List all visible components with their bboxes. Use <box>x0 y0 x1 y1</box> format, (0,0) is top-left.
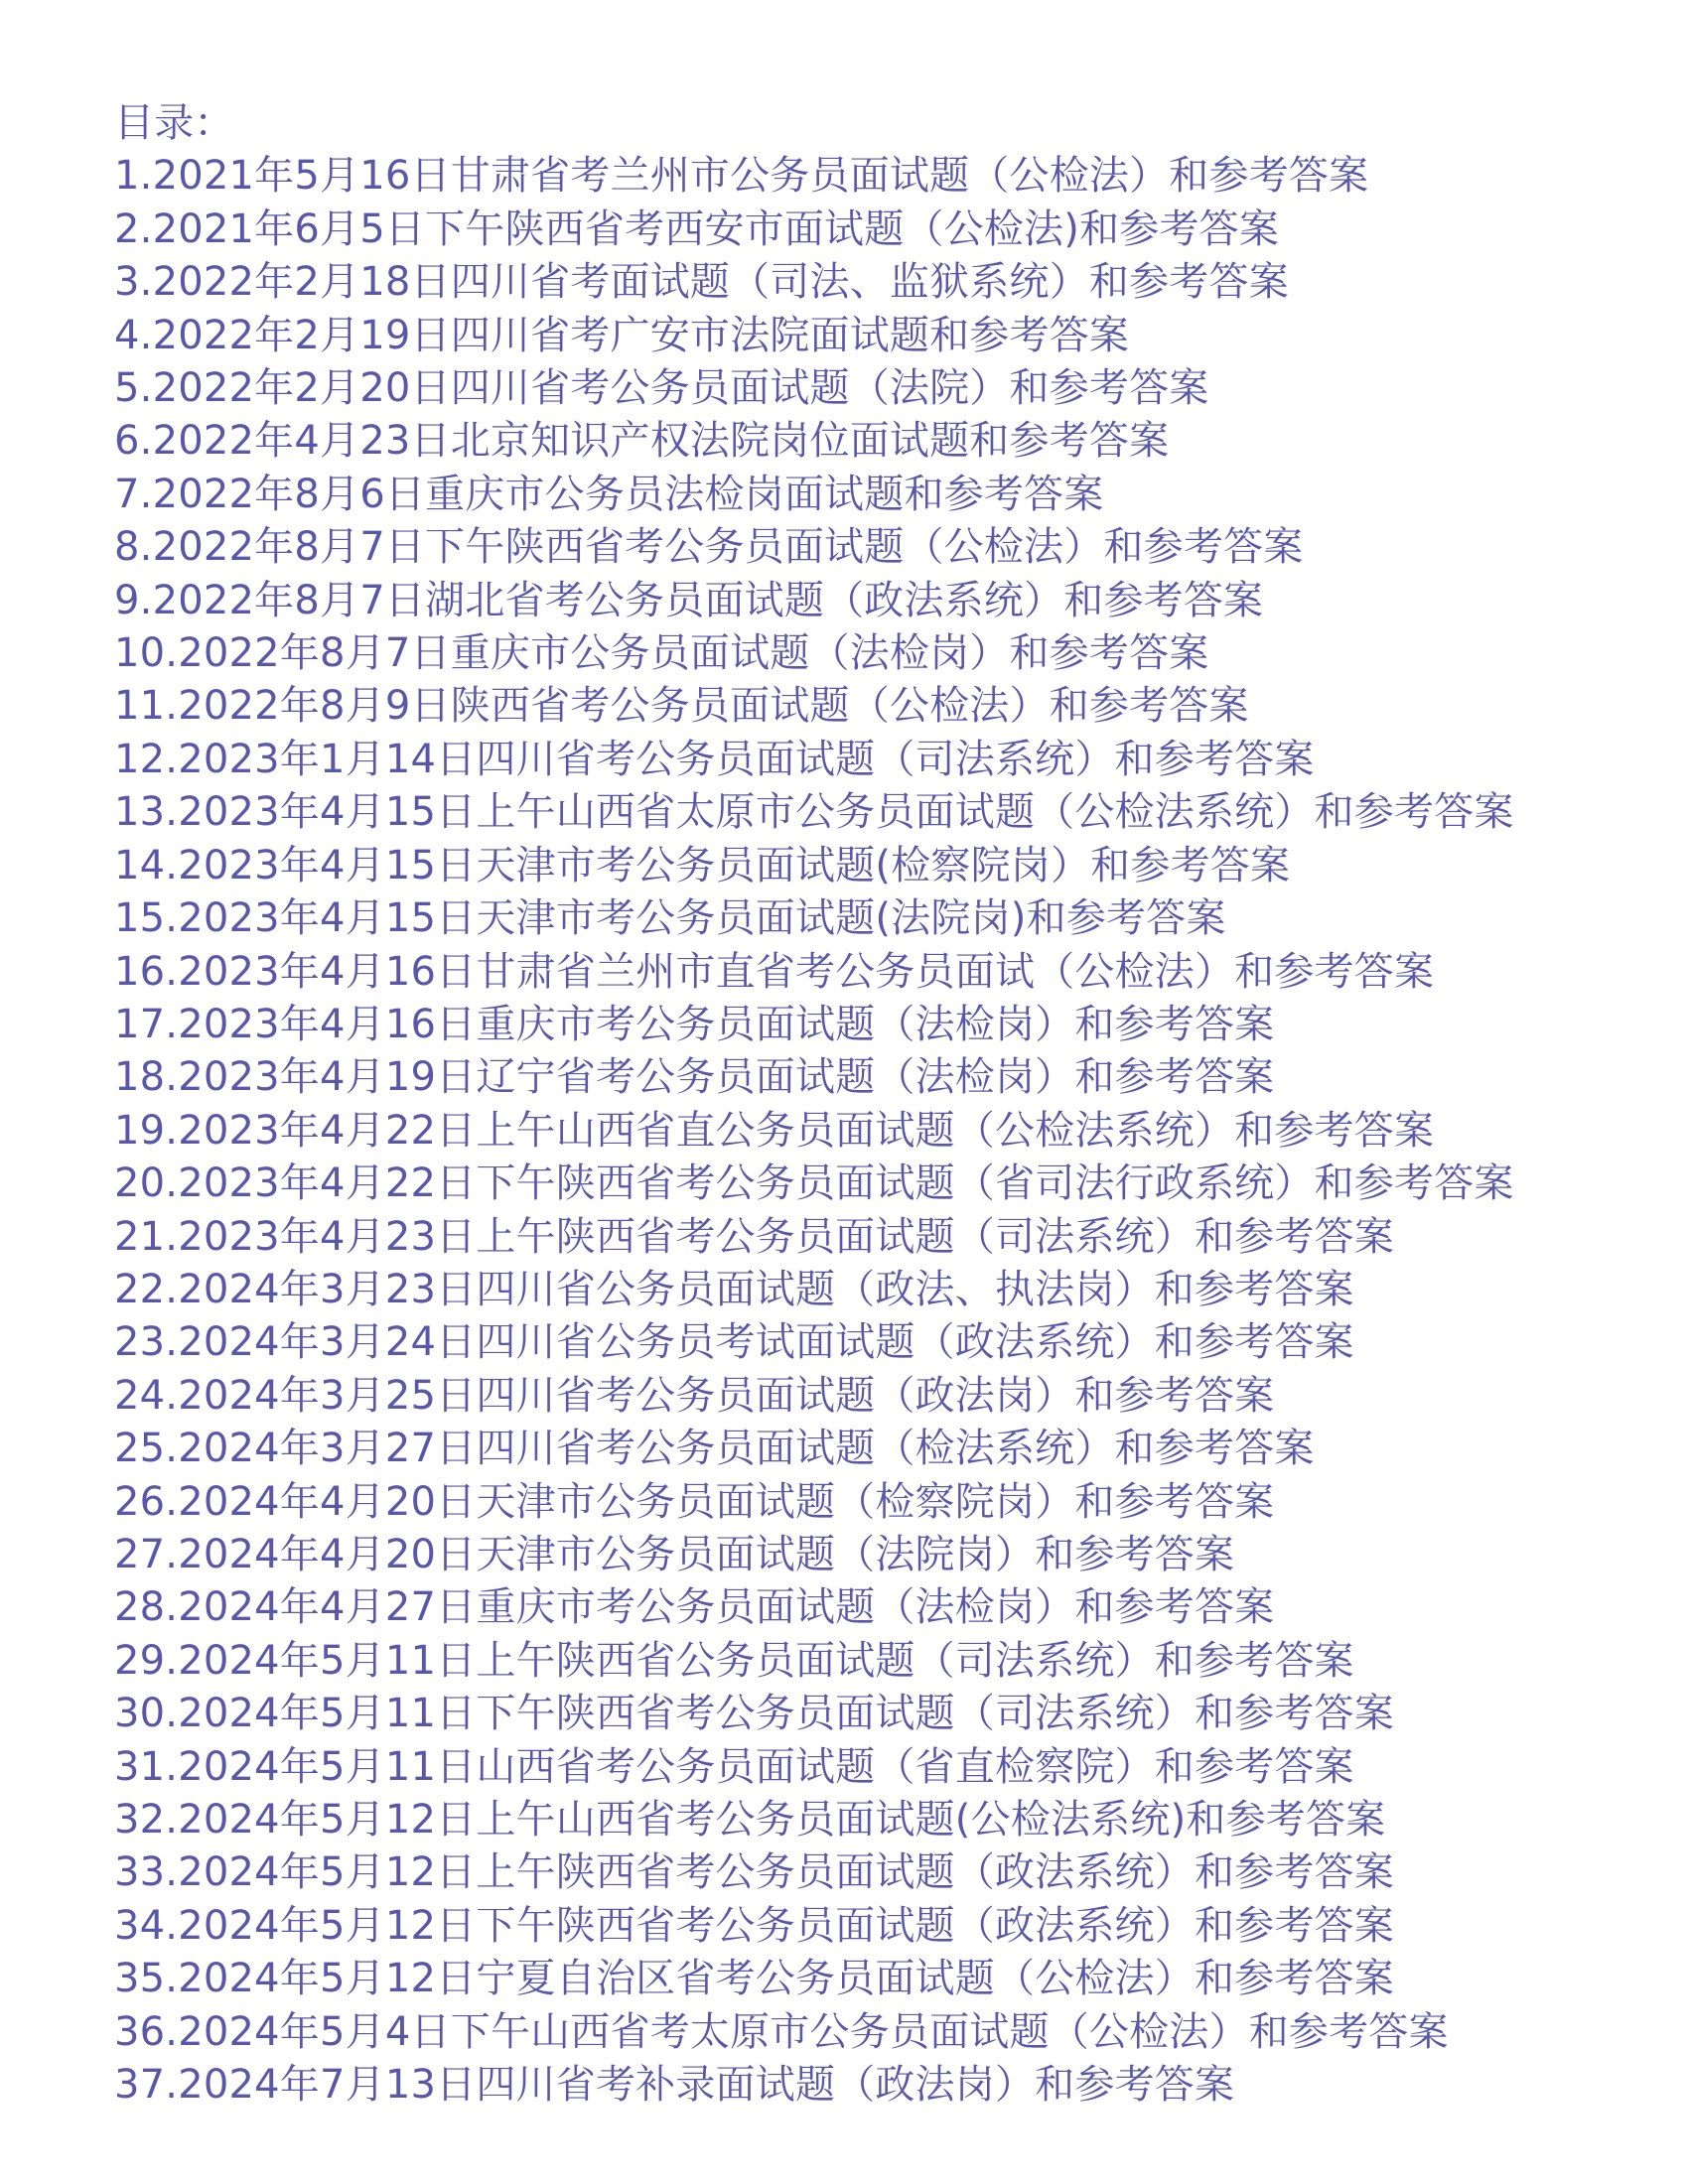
toc-item: 11.2022年8月9日陕西省考公务员面试题（公检法）和参考答案 <box>114 683 1249 730</box>
toc-item: 4.2022年2月19日四川省考广安市法院面试题和参考答案 <box>114 312 1130 358</box>
toc-item: 3.2022年2月18日四川省考面试题（司法、监狱系统）和参考答案 <box>114 259 1289 306</box>
toc-item: 32.2024年5月12日上午山西省考公务员面试题(公检法系统)和参考答案 <box>114 1797 1386 1843</box>
toc-item: 29.2024年5月11日上午陕西省公务员面试题（司法系统）和参考答案 <box>114 1637 1354 1684</box>
toc-item: 22.2024年3月23日四川省公务员面试题（政法、执法岗）和参考答案 <box>114 1266 1354 1312</box>
toc-item: 7.2022年8月6日重庆市公务员法检岗面试题和参考答案 <box>114 471 1104 517</box>
toc-item: 31.2024年5月11日山西省考公务员面试题（省直检察院）和参考答案 <box>114 1743 1354 1790</box>
toc-item: 10.2022年8月7日重庆市公务员面试题（法检岗）和参考答案 <box>114 630 1209 677</box>
toc-item: 33.2024年5月12日上午陕西省考公务员面试题（政法系统）和参考答案 <box>114 1849 1394 1896</box>
toc-item: 16.2023年4月16日甘肃省兰州市直省考公务员面试（公检法）和参考答案 <box>114 948 1435 995</box>
toc-item: 13.2023年4月15日上午山西省太原市公务员面试题（公检法系统）和参考答案 <box>114 789 1514 836</box>
table-of-contents <box>114 97 1604 2112</box>
toc-item: 30.2024年5月11日下午陕西省考公务员面试题（司法系统）和参考答案 <box>114 1691 1394 1737</box>
toc-item: 23.2024年3月24日四川省公务员考试面试题（政法系统）和参考答案 <box>114 1319 1354 1366</box>
toc-list <box>114 150 1604 2112</box>
toc-item: 34.2024年5月12日下午陕西省考公务员面试题（政法系统）和参考答案 <box>114 1902 1394 1949</box>
toc-item: 14.2023年4月15日天津市考公务员面试题(检察院岗）和参考答案 <box>114 842 1291 888</box>
toc-item: 24.2024年3月25日四川省考公务员面试题（政法岗）和参考答案 <box>114 1372 1275 1419</box>
toc-item: 28.2024年4月27日重庆市考公务员面试题（法检岗）和参考答案 <box>114 1584 1275 1631</box>
toc-item: 8.2022年8月7日下午陕西省考公务员面试题（公检法）和参考答案 <box>114 524 1304 571</box>
toc-item: 17.2023年4月16日重庆市考公务员面试题（法检岗）和参考答案 <box>114 1001 1275 1047</box>
toc-item: 26.2024年4月20日天津市公务员面试题（检察院岗）和参考答案 <box>114 1478 1275 1525</box>
toc-item: 2.2021年6月5日下午陕西省考西安市面试题（公检法)和参考答案 <box>114 205 1280 252</box>
toc-heading: 目录： <box>114 100 234 146</box>
toc-item: 15.2023年4月15日天津市考公务员面试题(法院岗)和参考答案 <box>114 895 1226 942</box>
toc-item: 35.2024年5月12日宁夏自治区省考公务员面试题（公检法）和参考答案 <box>114 1956 1394 2002</box>
toc-item: 21.2023年4月23日上午陕西省考公务员面试题（司法系统）和参考答案 <box>114 1213 1394 1260</box>
toc-item: 6.2022年4月23日北京知识产权法院岗位面试题和参考答案 <box>114 418 1170 465</box>
toc-item: 27.2024年4月20日天津市公务员面试题（法院岗）和参考答案 <box>114 1531 1235 1577</box>
toc-item: 25.2024年3月27日四川省考公务员面试题（检法系统）和参考答案 <box>114 1426 1315 1472</box>
toc-item: 9.2022年8月7日湖北省考公务员面试题（政法系统）和参考答案 <box>114 577 1264 623</box>
toc-item: 36.2024年5月4日下午山西省考太原市公务员面试题（公检法）和参考答案 <box>114 2008 1449 2055</box>
toc-item: 18.2023年4月19日辽宁省考公务员面试题（法检岗）和参考答案 <box>114 1054 1275 1101</box>
toc-item: 37.2024年7月13日四川省考补录面试题（政法岗）和参考答案 <box>114 2062 1235 2109</box>
toc-item: 5.2022年2月20日四川省考公务员面试题（法院）和参考答案 <box>114 365 1209 412</box>
toc-item: 19.2023年4月22日上午山西省直公务员面试题（公检法系统）和参考答案 <box>114 1107 1435 1154</box>
toc-item: 1.2021年5月16日甘肃省考兰州市公务员面试题（公检法）和参考答案 <box>114 153 1369 200</box>
toc-item: 20.2023年4月22日下午陕西省考公务员面试题（省司法行政系统）和参考答案 <box>114 1160 1514 1207</box>
toc-item: 12.2023年1月14日四川省考公务员面试题（司法系统）和参考答案 <box>114 736 1315 782</box>
